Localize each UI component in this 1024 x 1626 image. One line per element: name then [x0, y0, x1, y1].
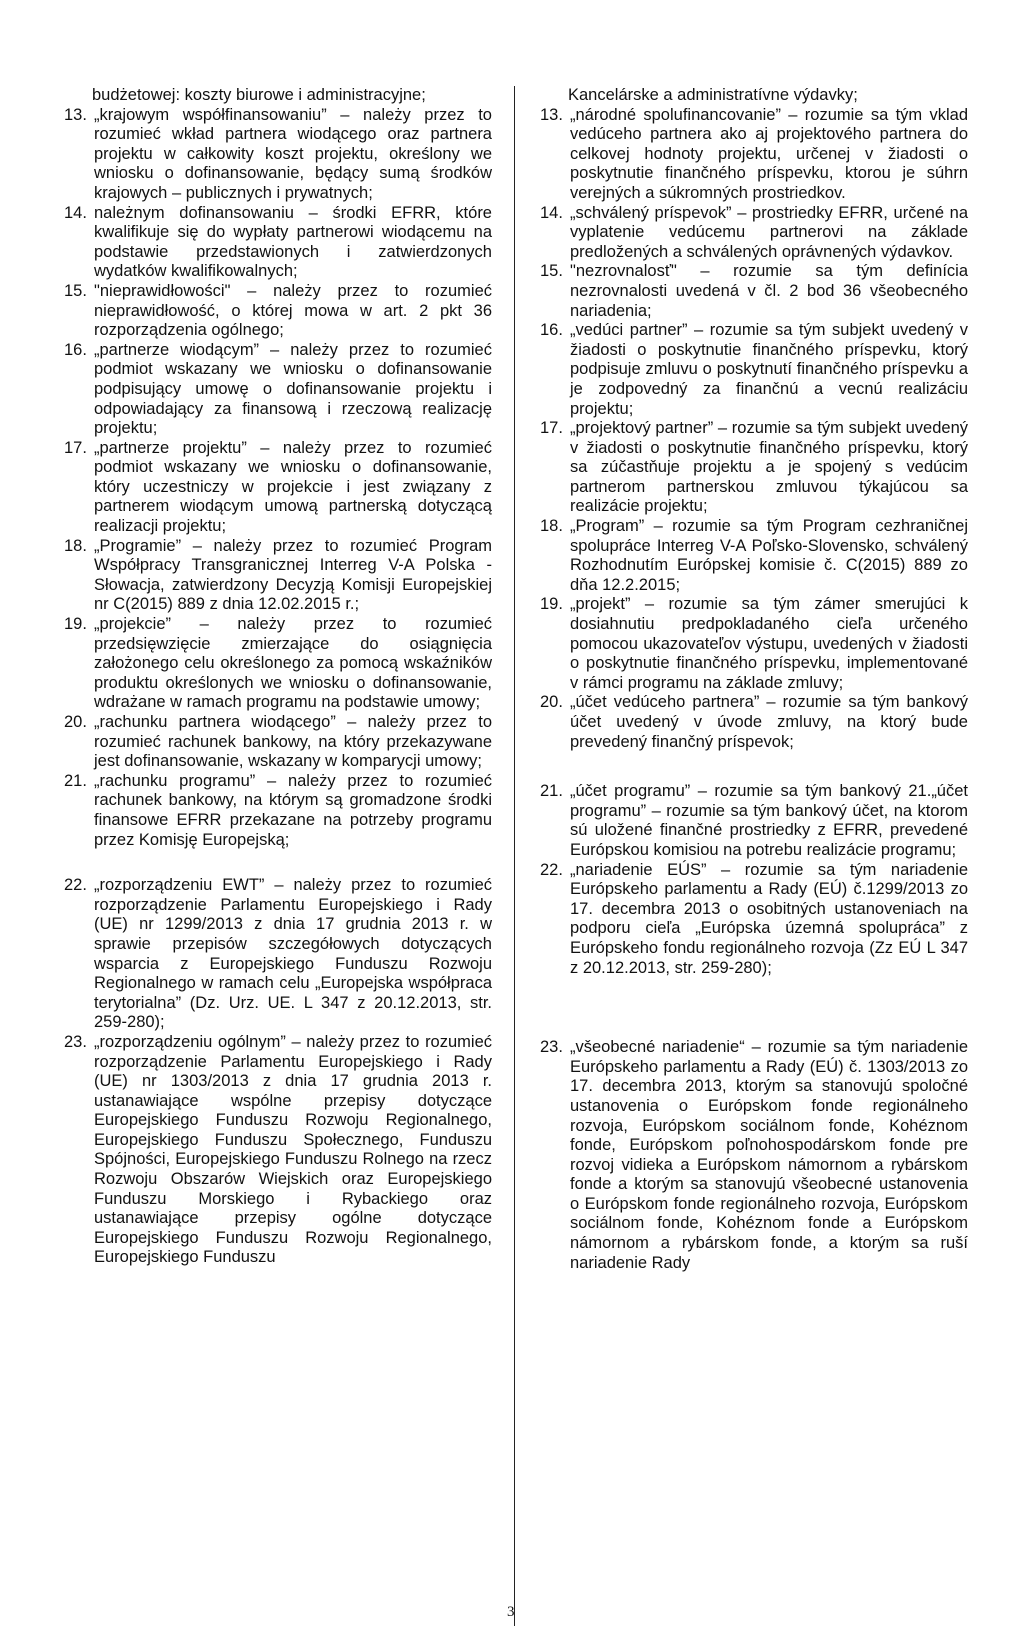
item-number: 17. — [64, 438, 87, 457]
item-text: „všeobecné nariadenie“ – rozumie sa tým nariadenie Európskeho parlamentu a Rady (EÚ) č. 1303/2013 zo 17. decembra 2013, ktorým sa stanovujú spoločné ustanovenia o Európskom fonde regionálneho rozvoja, Európskom sociálnom fonde, Kohéznom fonde, Európskom poľnohospodárskom fonde pre rozvoj vidieka a Európskom námornom a rybárskom fonde a ktorým sa stanovujú všeobecné ustanovenia o Európskom fonde regionálneho rozvoja, Európskom sociálnom fonde, Kohéznom fonde a Európskom námornom a rybárskom fonde, a ktorým sa ruší nariadenie Rady — [570, 1038, 968, 1272]
spacer — [64, 850, 492, 876]
item-text: „Program” – rozumie sa tým Program cezhraničnej spolupráce Interreg V-A Poľsko-Slovensko, schválený Rozhodnutím Európskej komisie č. C(2015) 889 zo dňa 12.2.2015; — [570, 517, 968, 594]
item-text: „schválený príspevok” – prostriedky EFRR, určené na vyplatenie vedúcemu partnerovi na základe predložených a schválených oprávnených výdavkov. — [570, 203, 968, 261]
item-number: 14. — [540, 203, 563, 222]
item-text: „rozporządzeniu EWT” – należy przez to rozumieć rozporządzenie Parlamentu Europejskiego i Rady (UE) nr 1299/2013 z dnia 17 grudnia 2013 r. w sprawie przepisów szczegółowych dotyczących wsparcia z Europejskiego Funduszu Rozwoju Regionalnego w ramach celu „Europejska współpraca terytorialna” (Dz. Urz. UE. L 347 z 20.12.2013, str. 259-280); — [94, 876, 492, 1032]
item-text: „vedúci partner” – rozumie sa tým subjekt uvedený v žiadosti o poskytnutie finančného príspevku, ktorý podpisuje zmluvu o poskytnutí finančného príspevku a je zodpovedný za finančnú a vecnú realizáciu projektu; — [570, 321, 968, 418]
slovak-item-22 — [540, 861, 968, 979]
polish-item-23 — [64, 1033, 492, 1268]
slovak-item-20 — [540, 693, 968, 752]
item-text: „projekcie” – należy przez to rozumieć przedsięwzięcie zmierzające do osiągnięcia założonego celu określonego za pomocą wskaźników produktu określonych we wniosku o dofinansowanie, wdrażane w ramach programu na podstawie umowy; — [94, 615, 492, 712]
item-number: 20. — [540, 693, 563, 712]
item-text: „rozporządzeniu ogólnym” – należy przez to rozumieć rozporządzenie Parlamentu Europejskiego i Rady (UE) nr 1303/2013 z dnia 17 grudnia 2013 r. ustanawiające wspólne przepisy dotyczące Europejskiego Funduszu Rozwoju Regionalnego, Europejskiego Funduszu Społecznego, Funduszu Spójności, Europejskiego Funduszu Rolnego na rzecz Rozwoju Obszarów Wiejskich oraz Europejskiego Funduszu Morskiego i Rybackiego oraz ustanawiające przepisy ogólne dotyczące Europejskiego Funduszu Rozwoju Regionalnego, Europejskiego Funduszu — [94, 1032, 492, 1267]
item-number: 21. — [540, 782, 563, 801]
item-number: 23. — [540, 1038, 563, 1057]
item-number: 18. — [540, 517, 563, 536]
item-text: „projektový partner” – rozumie sa tým subjekt uvedený v žiadosti o poskytnutie finančného príspevku, ktorý sa zúčastňuje projektu a je spojený s vedúcim partnerom partnerskou zmluvou týkajúcou sa realizácie projektu; — [570, 419, 968, 516]
item-number: 22. — [64, 876, 87, 895]
item-number: 13. — [64, 105, 87, 124]
item-number: 13. — [540, 105, 563, 124]
item-number: 17. — [540, 419, 563, 438]
slovak-column — [540, 86, 968, 1273]
polish-item-22 — [64, 876, 492, 1033]
item-text: „partnerze wiodącym” – należy przez to rozumieć podmiot wskazany we wniosku o dofinansowanie podpisujący umowę o dofinansowanie projektu i odpowiadający za finansową i rzeczową realizację projektu; — [94, 340, 492, 438]
polish-intro-line: budżetowej: koszty biurowe i administracyjne; — [92, 86, 426, 104]
slovak-item-23 — [540, 1038, 968, 1273]
polish-item-15 — [64, 282, 492, 341]
item-text: „projekt” – rozumie sa tým zámer smerujúci k dosiahnutiu predpokladaného cieľa určeného pomocou ukazovateľov výstupu, uvedených v žiadosti o poskytnutie finančného príspevku, implementované v rámci programu na základe zmluvy; — [570, 595, 968, 692]
page-number: 3 — [507, 1604, 515, 1620]
slovak-intro-line: Kancelárske a administratívne výdavky; — [568, 86, 858, 104]
item-number: 15. — [64, 281, 87, 300]
spacer — [540, 752, 968, 782]
item-number: 23. — [64, 1032, 87, 1051]
item-text: „rachunku partnera wiodącego” – należy przez to rozumieć rachunek bankowy, na który przekazywane jest dofinansowanie, wskazany w komparycji umowy; — [94, 713, 492, 771]
item-text: "nezrovnalosť" – rozumie sa tým definícia nezrovnalosti uvedená v čl. 2 bod 36 všeobecného nariadenia; — [570, 262, 968, 320]
polish-item-18 — [64, 537, 492, 615]
item-text: „národné spolufinancovanie” – rozumie sa tým vklad vedúceho partnera ako aj projektového partnera do celkovej hodnoty projektu, určenej v žiadosti o poskytnutie finančného príspevku, ktorou je súhrn verejných a súkromných prostriedkov. — [570, 105, 968, 202]
slovak-item-13 — [540, 106, 968, 204]
item-number: 16. — [540, 321, 563, 340]
polish-item-21 — [64, 772, 492, 850]
item-number: 18. — [64, 536, 87, 555]
item-text: „účet vedúceho partnera” – rozumie sa tým bankový účet uvedený v úvode zmluvy, na ktorý bude prevedený finančný príspevok; — [570, 693, 968, 751]
item-text: należnym dofinansowaniu – środki EFRR, które kwalifikuje się do wypłaty partnerowi wiodącemu na podstawie przedstawionych i zatwierdzonych wydatków kwalifikowalnych; — [94, 203, 492, 281]
column-divider — [514, 86, 515, 1626]
item-number: 19. — [64, 615, 87, 634]
polish-item-19 — [64, 615, 492, 713]
item-number: 16. — [64, 340, 87, 359]
item-number: 19. — [540, 595, 563, 614]
slovak-item-18 — [540, 517, 968, 595]
item-number: 15. — [540, 262, 563, 281]
slovak-item-14 — [540, 204, 968, 263]
polish-item-16 — [64, 341, 492, 439]
spacer — [540, 978, 968, 1038]
slovak-item-16 — [540, 321, 968, 419]
polish-item-13 — [64, 106, 492, 204]
item-text: „partnerze projektu” – należy przez to rozumieć podmiot wskazany we wniosku o dofinansowanie, który uczestniczy w projekcie i jest związany z partnerem wiodącym umową partnerską dotyczącą realizacji projektu; — [94, 438, 492, 536]
item-text: „Programie” – należy przez to rozumieć Program Współpracy Transgranicznej Interreg V-A Polska - Słowacja, zatwierdzony Decyzją Komisji Europejskiej nr C(2015) 889 z dnia 12.02.2015 r.; — [94, 536, 492, 614]
item-number: 22. — [540, 860, 563, 879]
item-text: "nieprawidłowości" – należy przez to rozumieć nieprawidłowość, o której mowa w art. 2 pkt 36 rozporządzenia ogólnego; — [94, 281, 492, 340]
item-text: „nariadenie EÚS” – rozumie sa tým nariadenie Európskeho parlamentu a Rady (EÚ) č.1299/2013 zo 17. decembra 2013 o osobitných ustanoveniach na podporu cieľa „Európska územná spolupráca” z Európskeho fondu regionálneho rozvoja (Zz EÚ L 347 z 20.12.2013, str. 259-280); — [570, 860, 968, 977]
item-text: „krajowym współfinansowaniu” – należy przez to rozumieć wkład partnera wiodącego oraz partnera projektu w całkowity koszt projektu, określony we wniosku o dofinansowanie, będący sumą środków krajowych – publicznych i prywatnych; — [94, 105, 492, 202]
polish-item-20 — [64, 713, 492, 772]
polish-column — [64, 86, 492, 1268]
item-number: 14. — [64, 203, 87, 222]
slovak-item-15 — [540, 262, 968, 321]
slovak-item-17 — [540, 419, 968, 517]
item-text: „rachunku programu” – należy przez to rozumieć rachunek bankowy, na którym są gromadzone środki finansowe EFRR przekazane na potrzeby programu przez Komisję Europejską; — [94, 771, 492, 849]
item-text: „účet programu” – rozumie sa tým bankový 21.„účet programu” – rozumie sa tým bankový účet, na ktorom sú uložené finančné prostriedky z EFRR, prevedené Európskou komisiou na potrebu realizácie programu; — [570, 782, 968, 859]
polish-item-14 — [64, 204, 492, 282]
item-number: 21. — [64, 771, 87, 790]
slovak-item-21 — [540, 782, 968, 860]
polish-item-17 — [64, 439, 492, 537]
item-number: 20. — [64, 713, 87, 731]
slovak-item-19 — [540, 595, 968, 693]
